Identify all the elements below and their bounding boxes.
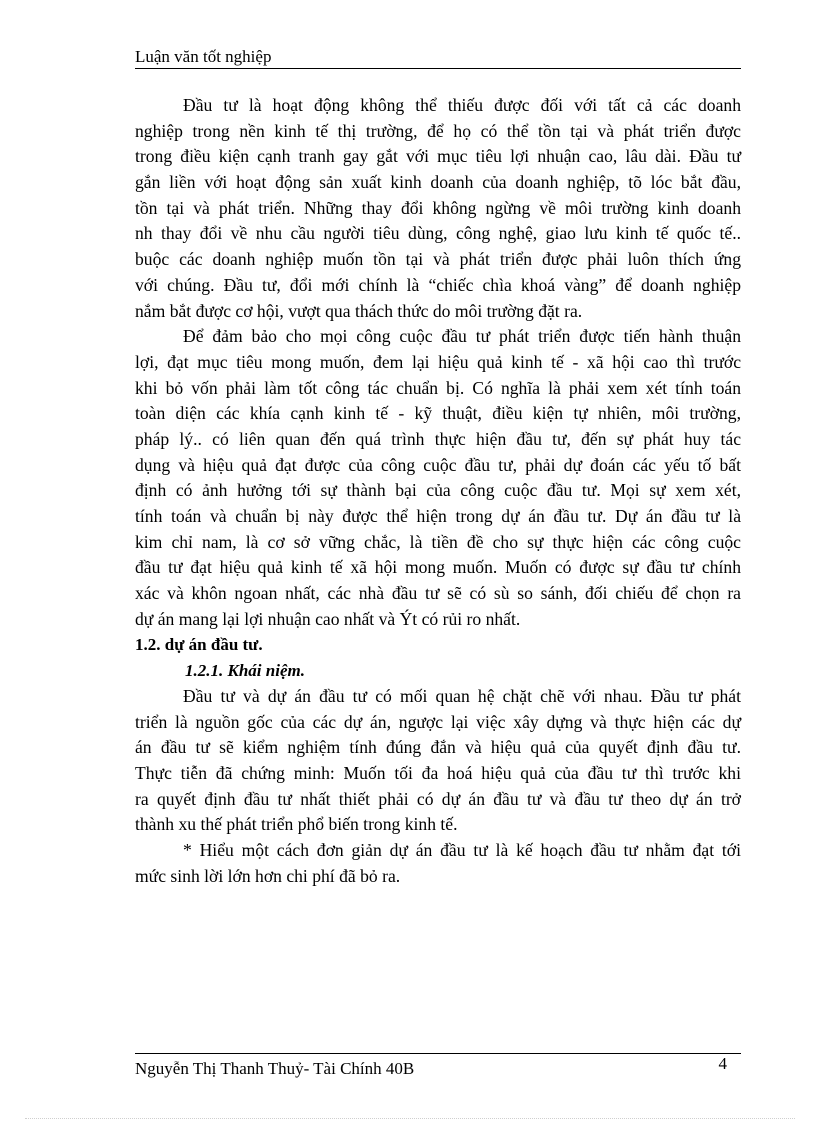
text-line: định có ảnh hưởng tới sự thành bại của công cuộc đầu tư. Mọi sự xem xét, bbox=[135, 480, 741, 501]
subsection-heading: 1.2.1. Khái niệm. bbox=[185, 661, 305, 681]
text-line: dụng và hiệu quả đạt được của công cuộc đầu tư, phải dự đoán các yếu tố bất bbox=[135, 454, 741, 475]
text-line: đầu tư đạt hiệu quả kinh tế xã hội mong muốn. Muốn có được sự đầu tư chính bbox=[135, 557, 741, 578]
header-title: Luận văn tốt nghiệp bbox=[135, 47, 272, 66]
page-header bbox=[135, 44, 741, 69]
text-line: trong điều kiện cạnh tranh gay gắt với mục tiêu lợi nhuận cao, lâu dài. Đầu tư bbox=[135, 146, 741, 167]
text-line: Đầu tư và dự án đầu tư có mối quan hệ chặt chẽ với nhau. Đầu tư phát bbox=[183, 685, 741, 706]
text-line: ra quyết định đầu tư nhất thiết phải có dự án đầu tư và đầu tư theo dự án trở bbox=[135, 788, 741, 809]
text-line: thành xu thế phát triển phổ biến trong kinh tế. bbox=[135, 814, 458, 835]
text-line: triển là nguồn gốc của các dự án, ngược lại việc xây dựng và thực hiện các dự bbox=[135, 711, 741, 732]
text-line: dự án mang lại lợi nhuận cao nhất và Ýt có rủi ro nhất. bbox=[135, 608, 521, 629]
paragraph-3 bbox=[135, 684, 741, 838]
text-line: án đầu tư sẽ kiểm nghiệm tính đúng đắn và hiệu quả của quyết định đầu tư. bbox=[135, 737, 741, 758]
text-line: xác và khôn ngoan nhất, các nhà đầu tư sẽ có sù so sánh, đối chiếu để chọn ra bbox=[135, 583, 741, 604]
text-line: Để đảm bảo cho mọi công cuộc đầu tư phát triển được tiến hành thuận bbox=[183, 326, 741, 347]
paragraph-1 bbox=[135, 93, 741, 324]
page-footer bbox=[135, 1053, 741, 1084]
text-line: kim chỉ nam, là cơ sở vững chắc, là tiền đề cho sự thực hiện các công cuộc bbox=[135, 531, 741, 552]
text-line: Thực tiễn đã chứng minh: Muốn tối đa hoá hiệu quả của đầu tư thì trước khi bbox=[135, 762, 741, 783]
text-line: với chúng. Đầu tư, đổi mới chính là “chiếc chìa khoá vàng” để doanh nghiệp bbox=[135, 274, 741, 295]
text-line: * Hiểu một cách đơn giản dự án đầu tư là kế hoạch đầu tư nhằm đạt tới bbox=[183, 839, 741, 860]
text-line: khi bỏ vốn phải làm tốt công tác chuẩn bị. Có nghĩa là phải xem xét tính toán bbox=[135, 377, 741, 398]
text-line: nắm bắt được cơ hội, vượt qua thách thức do môi trường đặt ra. bbox=[135, 300, 583, 321]
section-heading: 1.2. dự án đầu tư. bbox=[135, 635, 263, 655]
text-line: mức sinh lời lớn hơn chi phí đã bỏ ra. bbox=[135, 865, 401, 886]
text-line: Đầu tư là hoạt động không thể thiếu được đối với tất cả các doanh bbox=[183, 95, 741, 115]
page-number: 4 bbox=[718, 1054, 727, 1073]
text-line: gắn liền với hoạt động sản xuất kinh doanh của doanh nghiệp, tõ lóc bắt đầu, bbox=[135, 172, 741, 193]
paragraph-2 bbox=[135, 324, 741, 632]
text-line: lợi, đạt mục tiêu mong muốn, đem lại hiệu quả kinh tế - xã hội cao thì trước bbox=[135, 351, 741, 372]
text-line: pháp lý.. có liên quan đến quá trình thực hiện đầu tư, đến sự phát huy tác bbox=[135, 428, 741, 449]
text-line: tồn tại và phát triển. Những thay đổi không ngừng về môi trường kinh doanh bbox=[135, 197, 741, 218]
page-edge-divider bbox=[25, 1118, 795, 1119]
document-body bbox=[135, 93, 741, 889]
paragraph-4 bbox=[135, 838, 741, 889]
text-line: nh thay đổi về nhu cầu người tiêu dùng, công nghệ, giao lưu kinh tế quốc tế.. bbox=[135, 223, 741, 244]
text-line: buộc các doanh nghiệp muốn tồn tại và phát triển được phải luôn thích ứng bbox=[135, 249, 741, 270]
footer-author: Nguyễn Thị Thanh Thuỷ- Tài Chính 40B bbox=[135, 1059, 415, 1078]
text-line: tính toán và chuẩn bị này được thể hiện trong dự án đầu tư. Dự án đầu tư là bbox=[135, 506, 741, 526]
text-line: nghiệp trong nền kinh tế thị trường, để họ có thể tồn tại và phát triển được bbox=[135, 120, 741, 141]
text-line: toàn diện các khía cạnh kinh tế - kỹ thuật, điều kiện tự nhiên, môi trường, bbox=[135, 403, 741, 424]
